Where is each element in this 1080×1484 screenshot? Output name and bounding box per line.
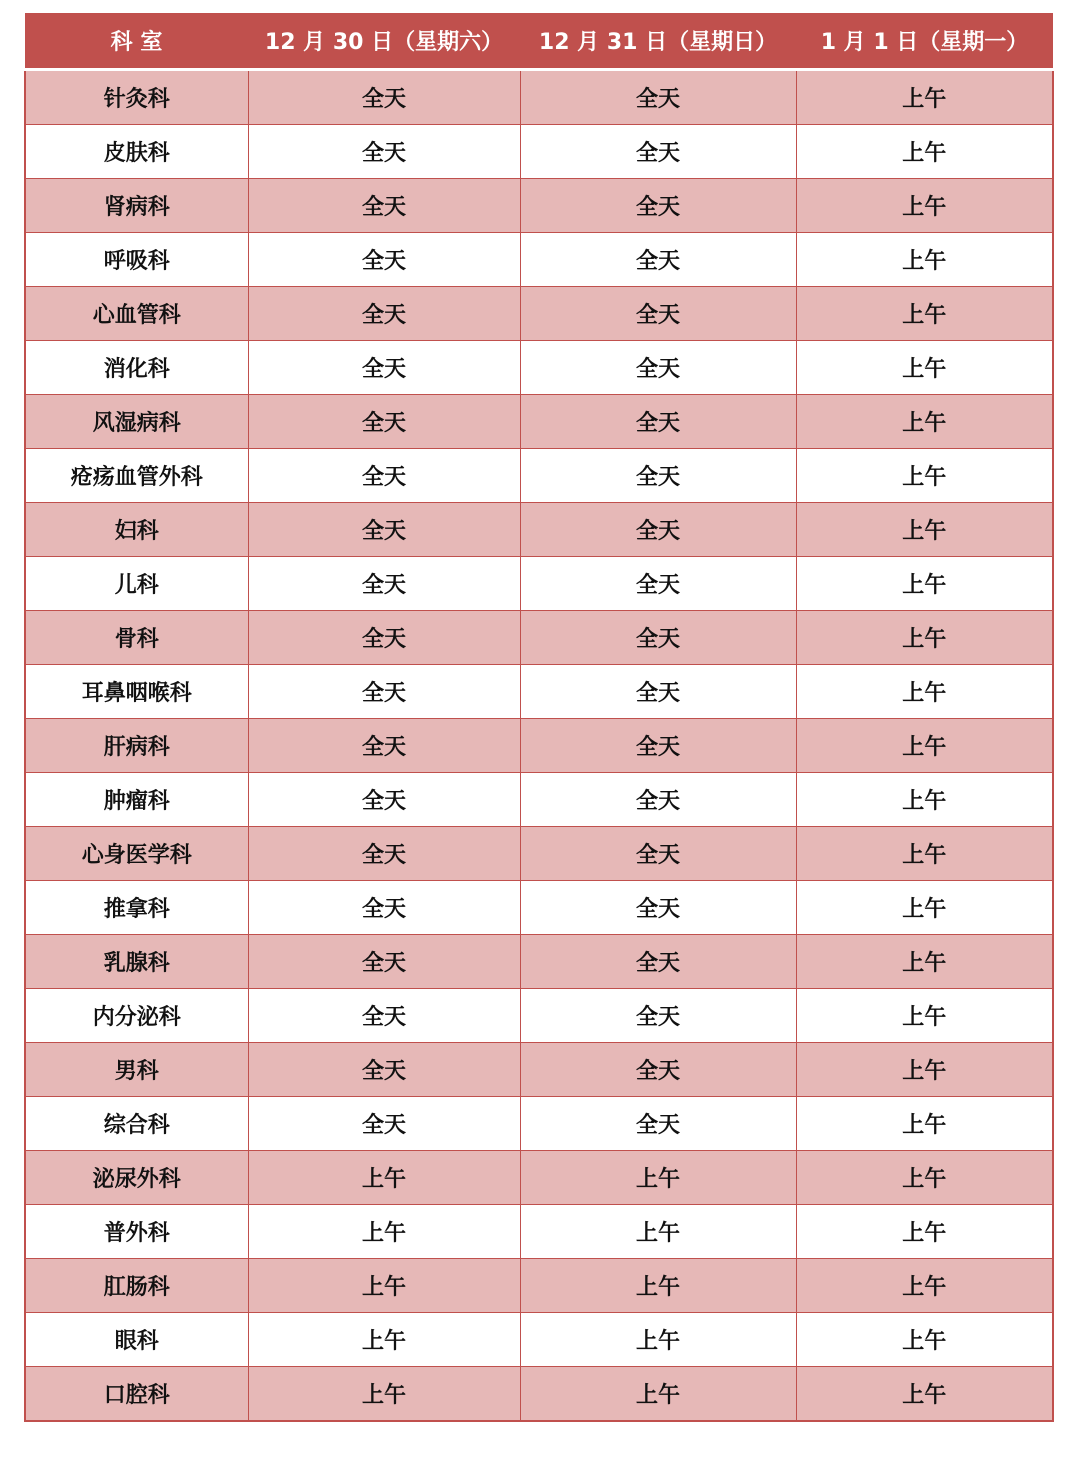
table-row xyxy=(25,70,1053,125)
department-cell: 妇科 xyxy=(25,503,248,557)
header-date-dec-31: 12 月 31 日（星期日） xyxy=(520,13,796,70)
jan-1-cell: 上午 xyxy=(796,125,1053,179)
jan-1-cell: 上午 xyxy=(796,1097,1053,1151)
table-row xyxy=(25,881,1053,935)
dec-31-cell: 上午 xyxy=(520,1313,796,1367)
jan-1-cell: 上午 xyxy=(796,179,1053,233)
table-row xyxy=(25,449,1053,503)
table-row xyxy=(25,557,1053,611)
dec-31-cell: 全天 xyxy=(520,287,796,341)
table-row xyxy=(25,773,1053,827)
dec-30-cell: 全天 xyxy=(248,1043,520,1097)
dec-30-cell: 全天 xyxy=(248,989,520,1043)
jan-1-cell: 上午 xyxy=(796,341,1053,395)
header-department: 科 室 xyxy=(25,13,248,70)
dec-31-cell: 全天 xyxy=(520,935,796,989)
jan-1-cell: 上午 xyxy=(796,665,1053,719)
dec-31-cell: 全天 xyxy=(520,1043,796,1097)
department-cell: 耳鼻咽喉科 xyxy=(25,665,248,719)
department-cell: 心身医学科 xyxy=(25,827,248,881)
table-row xyxy=(25,665,1053,719)
dec-30-cell: 全天 xyxy=(248,665,520,719)
department-cell: 男科 xyxy=(25,1043,248,1097)
table-row xyxy=(25,125,1053,179)
dec-31-cell: 上午 xyxy=(520,1151,796,1205)
dec-31-cell: 全天 xyxy=(520,665,796,719)
dec-31-cell: 全天 xyxy=(520,773,796,827)
jan-1-cell: 上午 xyxy=(796,827,1053,881)
department-cell: 推拿科 xyxy=(25,881,248,935)
dec-30-cell: 全天 xyxy=(248,611,520,665)
dec-30-cell: 全天 xyxy=(248,125,520,179)
dec-31-cell: 全天 xyxy=(520,557,796,611)
department-cell: 皮肤科 xyxy=(25,125,248,179)
jan-1-cell: 上午 xyxy=(796,1259,1053,1313)
jan-1-cell: 上午 xyxy=(796,287,1053,341)
department-cell: 口腔科 xyxy=(25,1367,248,1422)
table-row xyxy=(25,719,1053,773)
department-cell: 乳腺科 xyxy=(25,935,248,989)
department-cell: 风湿病科 xyxy=(25,395,248,449)
department-cell: 肾病科 xyxy=(25,179,248,233)
dec-31-cell: 全天 xyxy=(520,70,796,125)
department-cell: 综合科 xyxy=(25,1097,248,1151)
department-cell: 眼科 xyxy=(25,1313,248,1367)
table-row xyxy=(25,827,1053,881)
department-cell: 内分泌科 xyxy=(25,989,248,1043)
jan-1-cell: 上午 xyxy=(796,611,1053,665)
dec-30-cell: 全天 xyxy=(248,935,520,989)
table-row xyxy=(25,1259,1053,1313)
dec-31-cell: 全天 xyxy=(520,125,796,179)
table-row xyxy=(25,1313,1053,1367)
jan-1-cell: 上午 xyxy=(796,1151,1053,1205)
dec-31-cell: 全天 xyxy=(520,719,796,773)
header-row xyxy=(25,13,1053,70)
department-cell: 泌尿外科 xyxy=(25,1151,248,1205)
jan-1-cell: 上午 xyxy=(796,989,1053,1043)
department-cell: 儿科 xyxy=(25,557,248,611)
jan-1-cell: 上午 xyxy=(796,503,1053,557)
table-body xyxy=(25,70,1053,1422)
department-cell: 普外科 xyxy=(25,1205,248,1259)
dec-30-cell: 全天 xyxy=(248,773,520,827)
jan-1-cell: 上午 xyxy=(796,449,1053,503)
jan-1-cell: 上午 xyxy=(796,719,1053,773)
table-row xyxy=(25,233,1053,287)
department-cell: 肝病科 xyxy=(25,719,248,773)
jan-1-cell: 上午 xyxy=(796,1313,1053,1367)
dec-30-cell: 全天 xyxy=(248,341,520,395)
table-row xyxy=(25,1151,1053,1205)
table-row xyxy=(25,287,1053,341)
dec-30-cell: 全天 xyxy=(248,557,520,611)
table-row xyxy=(25,989,1053,1043)
dec-31-cell: 全天 xyxy=(520,233,796,287)
table-row xyxy=(25,1367,1053,1422)
dec-30-cell: 全天 xyxy=(248,233,520,287)
dec-30-cell: 上午 xyxy=(248,1205,520,1259)
jan-1-cell: 上午 xyxy=(796,395,1053,449)
dec-31-cell: 全天 xyxy=(520,989,796,1043)
dec-31-cell: 全天 xyxy=(520,449,796,503)
table-row xyxy=(25,179,1053,233)
dec-31-cell: 全天 xyxy=(520,341,796,395)
department-cell: 心血管科 xyxy=(25,287,248,341)
jan-1-cell: 上午 xyxy=(796,1205,1053,1259)
dec-30-cell: 上午 xyxy=(248,1151,520,1205)
dec-31-cell: 上午 xyxy=(520,1259,796,1313)
jan-1-cell: 上午 xyxy=(796,233,1053,287)
department-cell: 呼吸科 xyxy=(25,233,248,287)
dec-31-cell: 全天 xyxy=(520,179,796,233)
department-cell: 肛肠科 xyxy=(25,1259,248,1313)
dec-30-cell: 全天 xyxy=(248,179,520,233)
table-row xyxy=(25,1097,1053,1151)
table-row xyxy=(25,395,1053,449)
dec-30-cell: 全天 xyxy=(248,827,520,881)
department-cell: 肿瘤科 xyxy=(25,773,248,827)
table-row xyxy=(25,503,1053,557)
department-cell: 针灸科 xyxy=(25,70,248,125)
dec-30-cell: 全天 xyxy=(248,719,520,773)
dec-30-cell: 上午 xyxy=(248,1313,520,1367)
jan-1-cell: 上午 xyxy=(796,935,1053,989)
jan-1-cell: 上午 xyxy=(796,70,1053,125)
dec-30-cell: 上午 xyxy=(248,1259,520,1313)
dec-30-cell: 全天 xyxy=(248,881,520,935)
table-row xyxy=(25,341,1053,395)
dec-30-cell: 全天 xyxy=(248,1097,520,1151)
jan-1-cell: 上午 xyxy=(796,557,1053,611)
dec-31-cell: 全天 xyxy=(520,827,796,881)
dec-30-cell: 上午 xyxy=(248,1367,520,1422)
dec-31-cell: 全天 xyxy=(520,611,796,665)
dec-30-cell: 全天 xyxy=(248,449,520,503)
table-row xyxy=(25,611,1053,665)
department-cell: 疮疡血管外科 xyxy=(25,449,248,503)
table-row xyxy=(25,1043,1053,1097)
dec-30-cell: 全天 xyxy=(248,503,520,557)
dec-31-cell: 全天 xyxy=(520,503,796,557)
clinic-schedule-table xyxy=(24,13,1054,1422)
jan-1-cell: 上午 xyxy=(796,773,1053,827)
jan-1-cell: 上午 xyxy=(796,881,1053,935)
table-row xyxy=(25,935,1053,989)
dec-31-cell: 全天 xyxy=(520,1097,796,1151)
table-header xyxy=(25,13,1053,70)
dec-30-cell: 全天 xyxy=(248,395,520,449)
table-row xyxy=(25,1205,1053,1259)
header-date-jan-1: 1 月 1 日（星期一） xyxy=(796,13,1053,70)
jan-1-cell: 上午 xyxy=(796,1367,1053,1422)
dec-31-cell: 全天 xyxy=(520,395,796,449)
dec-31-cell: 上午 xyxy=(520,1205,796,1259)
department-cell: 消化科 xyxy=(25,341,248,395)
jan-1-cell: 上午 xyxy=(796,1043,1053,1097)
dec-30-cell: 全天 xyxy=(248,287,520,341)
dec-30-cell: 全天 xyxy=(248,70,520,125)
dec-31-cell: 全天 xyxy=(520,881,796,935)
dec-31-cell: 上午 xyxy=(520,1367,796,1422)
department-cell: 骨科 xyxy=(25,611,248,665)
header-date-dec-30: 12 月 30 日（星期六） xyxy=(248,13,520,70)
